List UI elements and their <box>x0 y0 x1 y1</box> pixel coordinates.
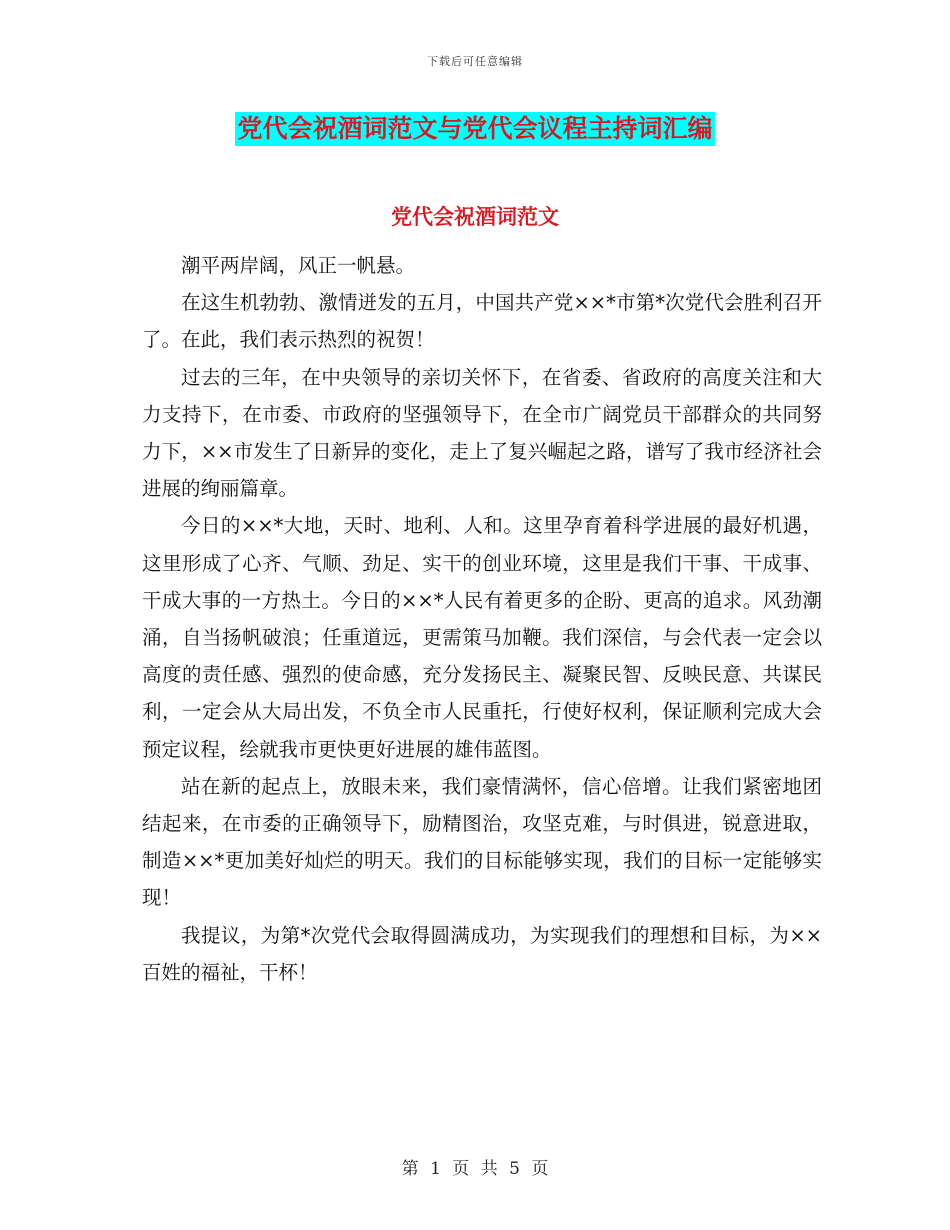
document-title-container <box>0 112 950 146</box>
page-number-footer: 第 1 页 共 5 页 <box>401 1159 549 1179</box>
paragraph: 站在新的起点上，放眼未来，我们豪情满怀，信心倍增。让我们紧密地团结起来，在市委的正确领导下，励精图治，攻坚克难，与时俱进，锐意进取，制造××*更加美好灿烂的明天。我们的目标能够实现，我们的目标一定能够实现！ <box>142 774 822 910</box>
section-title: 党代会祝酒词范文 <box>391 204 559 229</box>
paragraph: 在这生机勃勃、激情迸发的五月，中国共产党××*市第*次党代会胜利召开了。在此，我们表示热烈的祝贺！ <box>142 291 822 352</box>
document-title: 党代会祝酒词范文与党代会议程主持词汇编 <box>235 112 714 146</box>
paragraph: 今日的××*大地，天时、地利、人和。这里孕育着科学进展的最好机遇，这里形成了心齐、气顺、劲足、实干的创业环境，这里是我们干事、干成事、干成大事的一方热土。今日的××*人民有着更多的企盼、更高的追求。风劲潮涌，自当扬帆破浪；任重道远，更需策马加鞭。我们深信，与会代表一定会以高度的责任感、强烈的使命感，充分发扬民主、凝聚民智、反映民意、共谋民利，一定会从大局出发，不负全市人民重托，行使好权利，保证顺利完成大会预定议程，绘就我市更快更好进展的雄伟蓝图。 <box>142 514 822 761</box>
paragraph: 我提议，为第*次党代会取得圆满成功，为实现我们的理想和目标，为××百姓的福祉，干杯！ <box>142 923 822 984</box>
paragraph: 过去的三年，在中央领导的亲切关怀下，在省委、省政府的高度关注和大力支持下，在市委、市政府的坚强领导下，在全市广阔党员干部群众的共同努力下，××市发生了日新异的变化，走上了复兴崛起之路，谱写了我市经济社会进展的绚丽篇章。 <box>142 365 822 501</box>
header-note: 下载后可任意编辑 <box>427 55 523 68</box>
document-body <box>142 247 822 991</box>
paragraph: 潮平两岸阔，风正一帆悬。 <box>181 254 416 277</box>
